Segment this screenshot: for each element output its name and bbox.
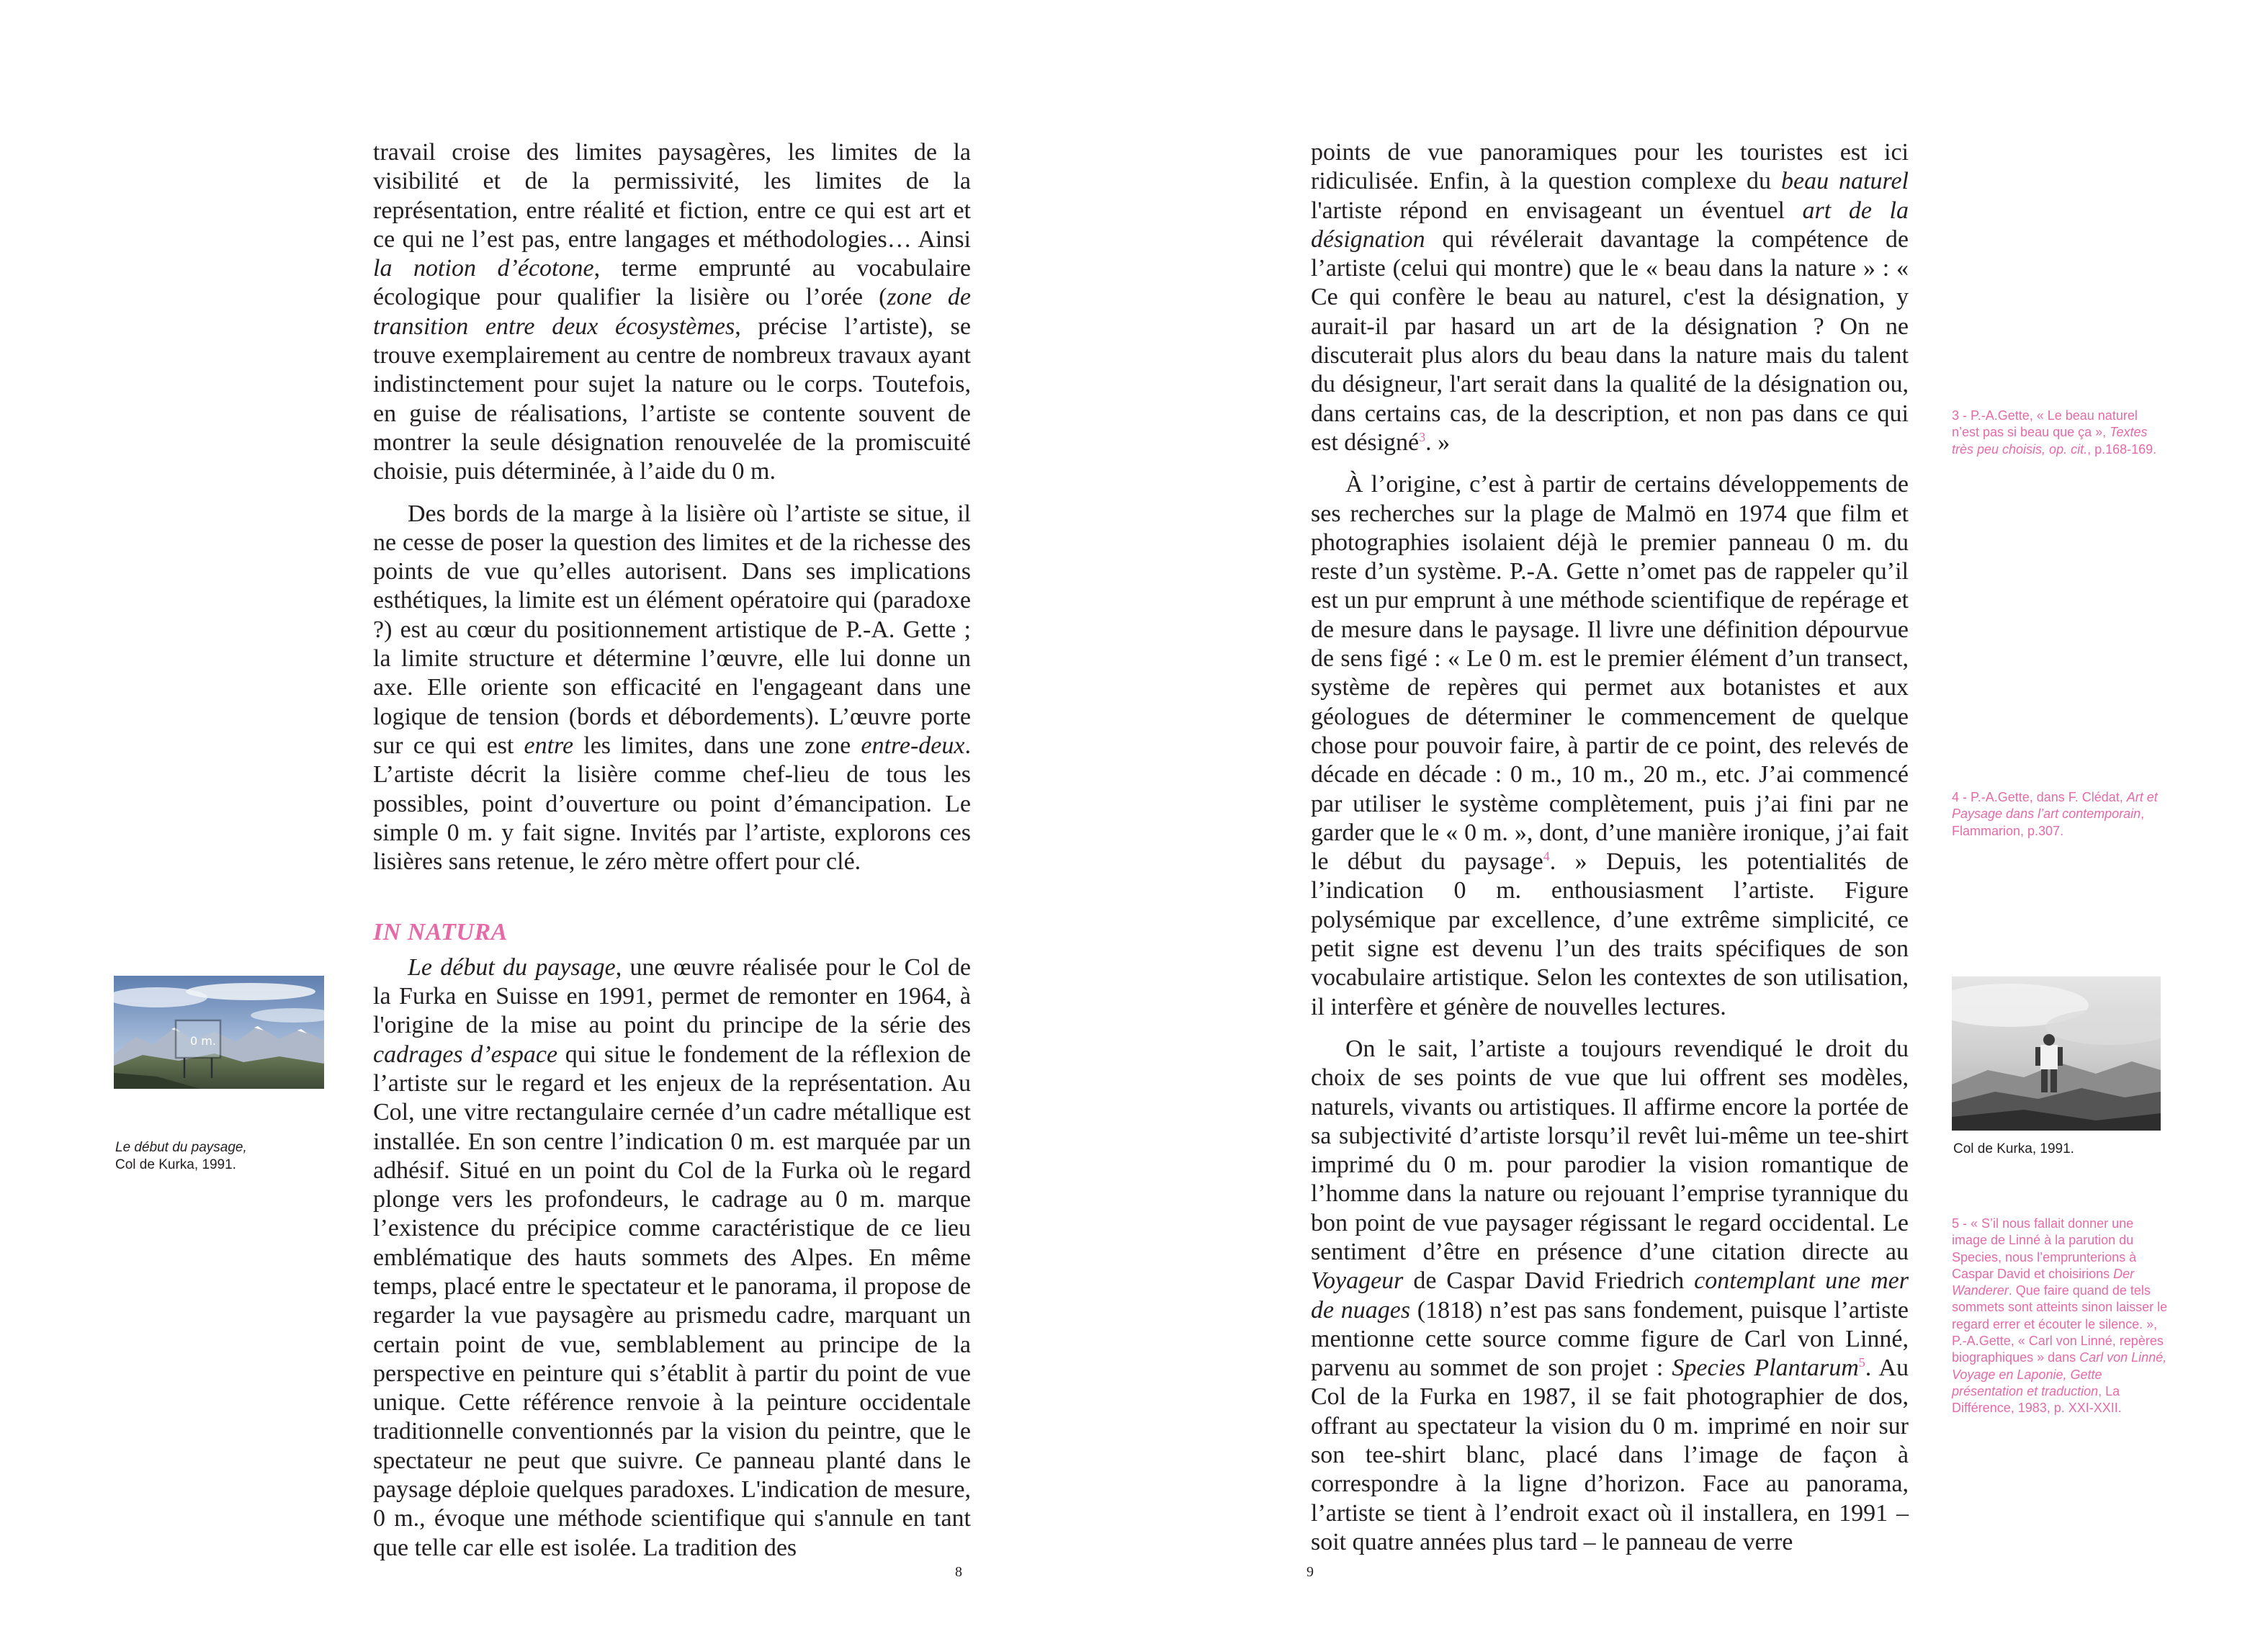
figure-col-de-kurka [1952,976,2161,1131]
footnote-ref: 3 [1419,429,1426,444]
paragraph: À l’origine, c’est à partir de certains développements de ses recherches sur la plage de Malmö en 1974 que film et photographies isolaient déjà le premier panneau 0 m. du reste d’un système. P.-A. Gette n’omet pas de rappeler qu’il est un pur emprunt à une méthode scientifique de repérage et de mesure dans le paysage. Il livre une définition dépourvue de sens figé : « Le 0 m. est le premier élément d’un transect, système de repères qui permet aux botanistes et aux géologues de déterminer le commencement de quelque chose pour pouvoir faire, à partir de ce point, des relevés de décade en décade : 0 m., 10 m., 20 m., etc. J’ai commencé par utiliser le système complètement, puis j’ai fini par ne garder que le « 0 m. », dont, d’une manière ironique, j’ai fait le début du paysage$^4$. » Depuis, les potentialités de l’indication 0 m. enthousiasment l’artiste. Figure polysémique par excellence, d’une extrême simplicité, ce petit signe est devenu l’un des traits spécifiques de son vocabulaire artistique. Selon les contextes de son utilisation, il interfère et génère de nouvelles lectures. [1311,471,1909,1020]
figure-debut-du-paysage [114,976,324,1089]
section-heading: IN NATURA [373,919,508,946]
zero-metre-sign-label: 0 m. [190,1034,216,1048]
right-body-text [1311,138,1909,1557]
paragraph: travail croise des limites paysagères, les limites de la visibilité et de la permissivité, les limites de la représentation, entre réalité et fiction, entre ce qui est art et ce qui ne l’est pas, entre langages et méthodologies… Ainsi la notion d’écotone, terme emprunté au vocabulaire écologique pour qualifier la lisière ou l’orée (zone de transition entre deux écosystèmes, précise l’artiste), se trouve exemplairement au centre de nombreux travaux ayant indistinctement pour sujet la nature ou le corps. Toutefois, en guise de réalisations, l’artiste se contente souvent de montrer la seule désignation renouvelée de la promiscuité choisie, puis déterminée, à l’aide du 0 m. [373,139,972,485]
paragraph: Des bords de la marge à la lisière où l’artiste se situe, il ne cesse de poser la question des limites et de la richesse des points de vue qu’elles autorisent. Dans ses implications esthétiques, la limite est un élément opératoire qui (paradoxe ?) est au cœur du positionnement artistique de P.-A. Gette ; la limite structure et détermine l’œuvre, elle lui donne un axe. Elle oriente son efficacité en l'engageant dans une logique de tension (bords et débordements). L’œuvre porte sur ce qui est entre les limites, dans une zone entre-deux. L’artiste décrit la lisière comme chef-lieu de tous les possibles, point d’ouverture ou point d’émancipation. Le simple 0 m. y fait signe. Invités par l’artiste, explorons ces lisières sans retenue, le zéro mètre offert pour clé. [373,500,971,876]
footnote-5: 5 - « S’il nous fallait donner une image de Linné à la parution du Species, nous l’emprunterions à Caspar David et choisirions Der Wanderer. Que faire quand de tels sommets sont atteints sinon laisser le regard errer et écouter le silence. », P.-A.Gette, « Carl von Linné, repères biographiques » dans Carl von Linné, Voyage en Laponie, Gette présentation et traduction, La Différence, 1983, p. XXI-XXII. [1952,1216,2168,1416]
figure-caption: Col de Kurka, 1991. [1953,1141,2074,1156]
left-body-text [373,138,971,1563]
paragraph: points de vue panoramiques pour les touristes est ici ridiculisée. Enfin, à la question complexe du beau naturel l'artiste répond en envisageant un éventuel art de la désignation qui révélerait davantage la compétence de l’artiste (celui qui montre) que le « beau dans la nature » : « Ce qui confère le beau au naturel, c'est la désignation, y aurait-il par hasard un art de la désignation ? On ne discuterait plus alors du beau dans la nature mais du talent du désigneur, l'art serait dans la qualité de la désignation ou, dans certains cas, de la description, et non pas dans ce qui est désigné$^3$. » [1311,139,1909,456]
footnote-ref: 4 [1543,849,1550,864]
page-number: 9 [1306,1564,1314,1580]
page-number: 8 [955,1564,962,1580]
footnote-4: 4 - P.-A.Gette, dans F. Clédat, Art et Paysage dans l’art contemporain, Flammarion, p.307. [1952,790,2158,838]
paragraph: On le sait, l’artiste a toujours revendiqué le droit du choix de ses points de vue que lui offrent ses modèles, naturels, vivants ou artistiques. Il affirme encore la portée de sa subjectivité d’artiste lorsqu’il revêt lui-même un tee-shirt imprimé du 0 m. pour parodier la vision romantique de l’homme dans la nature ou rejouant l’emprise tyrannique du bon point de vue paysager régissant le regard occidental. Le sentiment d’être en présence d’une citation directe au Voyageur de Caspar David Friedrich contemplant une mer de nuages (1818) n’est pas sans fondement, puisque l’artiste mentionne cette source comme figure de Carl von Linné, parvenu au sommet de son projet : Species Plantarum$^5$. Au Col de la Furka en 1987, il se fait photographier de dos, offrant au spectateur la vision du 0 m. imprimé en noir sur son tee-shirt blanc, placé dans l’image de façon à correspondre à la ligne d’horizon. Face au panorama, l’artiste se tient à l’endroit exact où il installera, en 1991 – soit quatre années plus tard – le panneau de verre [1311,1035,1909,1555]
summit-photo [1952,976,2161,1131]
figure-caption: Le début du paysage, Col de Kurka, 1991. [115,1140,247,1172]
footnote-ref: 5 [1858,1355,1865,1370]
paragraph: Le début du paysage, une œuvre réalisée pour le Col de la Furka en Suisse en 1991, permet de remonter en 1964, à l'origine de la mise au point du principe de la série des cadrages d’espace qui situe le fondement de la réflexion de l’artiste sur le regard et les enjeux de la représentation. Au Col, une vitre rectangulaire cernée d’un cadre métallique est installée. En son centre l’indication 0 m. est marquée par un adhésif. Situé en un point du Col de la Furka où le regard plonge vers les profondeurs, le cadrage au 0 m. marque l’existence du précipice comme caractéristique de ce lieu emblématique des hauts sommets des Alpes. En même temps, placé entre le spectateur et le panorama, il propose de regarder la vue paysagère au prismedu cadre, marquant un certain point de vue, semblablement au principe de la perspective en peinture qui s’établit à partir du point de vue unique. Cette référence renvoie à la peinture occidentale traditionnelle conventionnés par la vision du peintre, que le spectateur ne peut que suivre. Ce panneau planté dans le paysage déploie quelques paradoxes. L'indication de mesure, 0 m., évoque une méthode scientifique qui s'annule en tant que telle car elle est isolée. La tradition des [373,953,971,1561]
footnote-3: 3 - P.-A.Gette, « Le beau naturel n’est pas si beau que ça », Textes très peu choisis, op. cit., p.168-169. [1952,408,2157,457]
mountain-landscape-photo [114,976,324,1089]
